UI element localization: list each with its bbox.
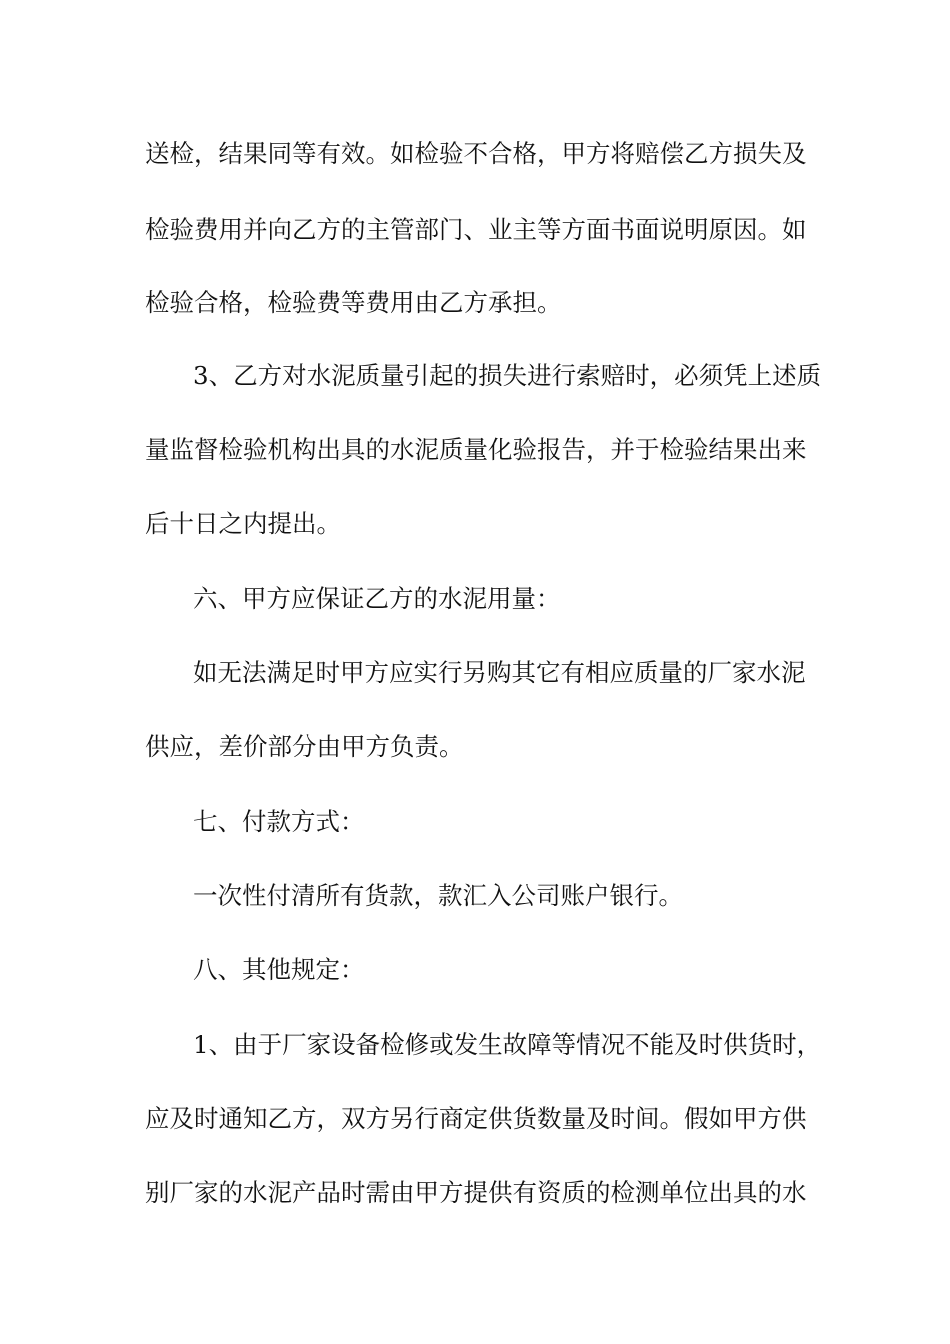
glyph: 时	[625, 361, 650, 390]
glyph: 并	[243, 215, 268, 244]
glyph: 方	[439, 1178, 464, 1207]
glyph: 将	[610, 139, 635, 168]
glyph: 并	[610, 435, 635, 464]
glyph: 法	[242, 658, 267, 687]
glyph: 明	[684, 215, 709, 244]
glyph: 有	[316, 139, 341, 168]
glyph: 另	[390, 1104, 415, 1133]
glyph: 泥	[414, 435, 439, 464]
glyph: 满	[266, 658, 291, 687]
glyph: 相	[585, 658, 610, 687]
glyph: 上	[747, 361, 773, 390]
glyph: 提	[463, 1178, 488, 1207]
glyph: 量	[463, 435, 488, 464]
glyph: 。	[757, 215, 782, 244]
glyph: 报	[537, 435, 562, 464]
text-line	[145, 134, 805, 174]
glyph: 其	[511, 658, 536, 687]
glyph: 进	[527, 361, 552, 390]
glyph: 构	[292, 435, 317, 464]
glyph: 时	[315, 658, 340, 687]
glyph: 无	[217, 658, 242, 687]
glyph: 量	[380, 361, 405, 390]
glyph: 出	[757, 435, 782, 464]
glyph: 行	[438, 658, 463, 687]
glyph: 的	[218, 1178, 243, 1207]
glyph: 时	[341, 1178, 366, 1207]
glyph: 偿	[659, 139, 684, 168]
glyph: 验	[169, 215, 194, 244]
glyph: 水	[782, 1178, 807, 1207]
glyph: 说	[659, 215, 684, 244]
glyph: 品	[316, 1178, 341, 1207]
glyph: 况	[600, 1030, 626, 1059]
glyph: 由	[233, 1030, 258, 1059]
glyph: 厂	[282, 1030, 307, 1059]
glyph: 家	[194, 1178, 219, 1207]
glyph: 泥	[267, 1178, 292, 1207]
glyph: ，	[796, 1030, 822, 1059]
text-line	[193, 356, 822, 396]
glyph: 。	[365, 139, 390, 168]
text-line: 一次性付清所有货款，款汇入公司账户银行。	[193, 881, 683, 910]
glyph: 设	[331, 1030, 356, 1059]
glyph: 检	[414, 139, 439, 168]
glyph: 乙	[233, 361, 258, 390]
glyph: 的	[365, 435, 390, 464]
glyph: 来	[782, 435, 807, 464]
glyph: 、	[208, 1030, 234, 1059]
glyph: 它	[536, 658, 561, 687]
glyph: 送	[145, 139, 170, 168]
glyph: ，	[586, 435, 611, 464]
glyph: 障	[527, 1030, 552, 1059]
text-line	[193, 653, 805, 693]
glyph: 别	[145, 1178, 170, 1207]
glyph: 量	[145, 435, 170, 464]
glyph: 方	[292, 1104, 317, 1133]
glyph: 供	[723, 1030, 748, 1059]
glyph: 机	[267, 435, 292, 464]
glyph: 赔	[635, 139, 660, 168]
glyph: 凭	[723, 361, 748, 390]
glyph: ，	[649, 361, 675, 390]
glyph: 主	[365, 215, 390, 244]
glyph: 乙	[267, 1104, 292, 1133]
glyph: 生	[478, 1030, 503, 1059]
glyph: 损	[478, 361, 503, 390]
glyph: 验	[684, 435, 709, 464]
glyph: 乙	[684, 139, 709, 168]
glyph: 等	[292, 139, 317, 168]
glyph: 质	[561, 1178, 586, 1207]
glyph: 质	[796, 361, 822, 390]
glyph: 向	[267, 215, 292, 244]
glyph: 通	[218, 1104, 243, 1133]
glyph: 方	[364, 658, 389, 687]
glyph: 赔	[600, 361, 626, 390]
glyph: 间	[635, 1104, 660, 1133]
glyph: 失	[757, 139, 782, 168]
glyph: 方	[365, 1104, 390, 1133]
glyph: ，	[316, 1104, 341, 1133]
glyph: 告	[561, 435, 586, 464]
glyph: 厂	[707, 658, 732, 687]
glyph: 货	[512, 1104, 537, 1133]
glyph: 化	[488, 435, 513, 464]
glyph: 甲	[561, 139, 586, 168]
glyph: 水	[390, 435, 415, 464]
glyph: 测	[635, 1178, 660, 1207]
glyph: 书	[610, 215, 635, 244]
glyph: 果	[243, 139, 268, 168]
text-line	[145, 430, 805, 470]
glyph: 结	[218, 139, 243, 168]
glyph: 及	[169, 1104, 194, 1133]
glyph: 需	[365, 1178, 390, 1207]
glyph: 甲	[340, 658, 365, 687]
glyph: 方	[757, 1104, 782, 1133]
text-line: 供应，差价部分由甲方负责。	[145, 732, 464, 761]
glyph: 时	[772, 1030, 797, 1059]
glyph: 行	[414, 1104, 439, 1133]
glyph: 检	[169, 139, 194, 168]
glyph: 的	[683, 658, 708, 687]
glyph: 原	[708, 215, 733, 244]
glyph: 出	[708, 1178, 733, 1207]
glyph: 知	[243, 1104, 268, 1133]
text-line	[145, 1173, 805, 1213]
glyph: 或	[429, 1030, 454, 1059]
glyph: 引	[404, 361, 430, 390]
glyph: 果	[733, 435, 758, 464]
glyph: 质	[634, 658, 659, 687]
glyph: 验	[243, 435, 268, 464]
glyph: 起	[429, 361, 454, 390]
glyph: 检	[218, 435, 243, 464]
glyph: 时	[194, 1104, 219, 1133]
glyph: 验	[512, 435, 537, 464]
glyph: 面	[586, 215, 611, 244]
glyph: 合	[488, 139, 513, 168]
glyph: 不	[625, 1030, 650, 1059]
glyph: 索	[576, 361, 601, 390]
section-heading: 七、付款方式：	[193, 807, 365, 836]
glyph: 供	[782, 1104, 807, 1133]
glyph: 位	[684, 1178, 709, 1207]
glyph: 应	[609, 658, 634, 687]
glyph: 方	[257, 361, 283, 390]
glyph: 同	[267, 139, 292, 168]
glyph: 水	[243, 1178, 268, 1207]
glyph: 实	[413, 658, 438, 687]
glyph: 等	[551, 1030, 577, 1059]
glyph: 厂	[169, 1178, 194, 1207]
glyph: 述	[772, 361, 797, 390]
glyph: 方	[586, 139, 611, 168]
glyph: 管	[390, 215, 415, 244]
glyph: 对	[282, 361, 307, 390]
glyph: 失	[502, 361, 528, 390]
glyph: 甲	[414, 1178, 439, 1207]
glyph: 出	[316, 435, 341, 464]
glyph: 3	[193, 361, 209, 390]
glyph: 方	[316, 215, 341, 244]
glyph: 监	[169, 435, 194, 464]
glyph: 泥	[781, 658, 806, 687]
glyph: 具	[733, 1178, 758, 1207]
glyph: 面	[635, 215, 660, 244]
glyph: 货	[747, 1030, 773, 1059]
glyph: 家	[732, 658, 757, 687]
glyph: 修	[404, 1030, 430, 1059]
glyph: 甲	[733, 1104, 758, 1133]
glyph: 有	[560, 658, 585, 687]
glyph: 方	[708, 139, 733, 168]
glyph: 验	[439, 139, 464, 168]
glyph: 的	[757, 1178, 782, 1207]
glyph: 由	[390, 1178, 415, 1207]
glyph: 部	[414, 215, 439, 244]
glyph: 备	[355, 1030, 381, 1059]
glyph: 格	[512, 139, 537, 168]
glyph: 产	[292, 1178, 317, 1207]
glyph: 不	[463, 139, 488, 168]
glyph: 情	[576, 1030, 601, 1059]
glyph: 质	[439, 435, 464, 464]
glyph: 主	[512, 215, 537, 244]
glyph: 如	[193, 658, 218, 687]
section-heading: 八、其他规定：	[193, 955, 365, 984]
glyph: ，	[194, 139, 219, 168]
glyph: 乙	[292, 215, 317, 244]
glyph: 等	[537, 215, 562, 244]
glyph: 应	[389, 658, 414, 687]
section-heading: 六、甲方应保证乙方的水泥用量：	[193, 584, 561, 613]
glyph: 数	[537, 1104, 562, 1133]
glyph: 于	[257, 1030, 283, 1059]
glyph: 检	[380, 1030, 405, 1059]
glyph: 足	[291, 658, 316, 687]
glyph: 的	[586, 1178, 611, 1207]
glyph: 供	[488, 1178, 513, 1207]
glyph: 量	[561, 1104, 586, 1133]
glyph: 家	[306, 1030, 332, 1059]
glyph: 故	[502, 1030, 528, 1059]
glyph: 的	[341, 215, 366, 244]
glyph: 用	[218, 215, 243, 244]
glyph: 另	[462, 658, 487, 687]
glyph: 量	[658, 658, 683, 687]
glyph: 水	[756, 658, 781, 687]
text-line	[145, 210, 805, 250]
glyph: 供	[488, 1104, 513, 1133]
glyph: 检	[610, 1178, 635, 1207]
glyph: 督	[194, 435, 219, 464]
glyph: 能	[649, 1030, 675, 1059]
glyph: 单	[659, 1178, 684, 1207]
glyph: 假	[684, 1104, 709, 1133]
glyph: 行	[551, 361, 577, 390]
glyph: 检	[659, 435, 684, 464]
glyph: 费	[194, 215, 219, 244]
glyph: 须	[698, 361, 724, 390]
glyph: 时	[698, 1030, 724, 1059]
glyph: 于	[635, 435, 660, 464]
glyph: 门	[439, 215, 464, 244]
glyph: 发	[453, 1030, 479, 1059]
glyph: 如	[390, 139, 415, 168]
glyph: 。	[659, 1104, 684, 1133]
glyph: 及	[782, 139, 807, 168]
glyph: 具	[341, 435, 366, 464]
glyph: 购	[487, 658, 512, 687]
glyph: 双	[341, 1104, 366, 1133]
glyph: 有	[512, 1178, 537, 1207]
glyph: 如	[708, 1104, 733, 1133]
glyph: ，	[537, 139, 562, 168]
text-line: 检验合格，检验费等费用由乙方承担。	[145, 288, 562, 317]
glyph: 必	[674, 361, 699, 390]
glyph: 因	[733, 215, 758, 244]
glyph: 定	[463, 1104, 488, 1133]
text-line: 后十日之内提出。	[145, 509, 341, 538]
glyph: 如	[782, 215, 807, 244]
text-line	[193, 1025, 822, 1065]
glyph: 应	[145, 1104, 170, 1133]
text-line	[145, 1099, 805, 1139]
glyph: 及	[586, 1104, 611, 1133]
glyph: 1	[193, 1030, 209, 1059]
glyph: 效	[341, 139, 366, 168]
glyph: 水	[306, 361, 332, 390]
glyph: 泥	[331, 361, 356, 390]
glyph: 商	[439, 1104, 464, 1133]
glyph: 业	[488, 215, 513, 244]
glyph: 检	[145, 215, 170, 244]
glyph: 质	[355, 361, 381, 390]
glyph: 结	[708, 435, 733, 464]
glyph: 的	[453, 361, 479, 390]
glyph: 、	[208, 361, 234, 390]
glyph: 损	[733, 139, 758, 168]
glyph: 方	[561, 215, 586, 244]
glyph: 资	[537, 1178, 562, 1207]
glyph: 、	[463, 215, 488, 244]
glyph: 及	[674, 1030, 699, 1059]
glyph: 时	[610, 1104, 635, 1133]
